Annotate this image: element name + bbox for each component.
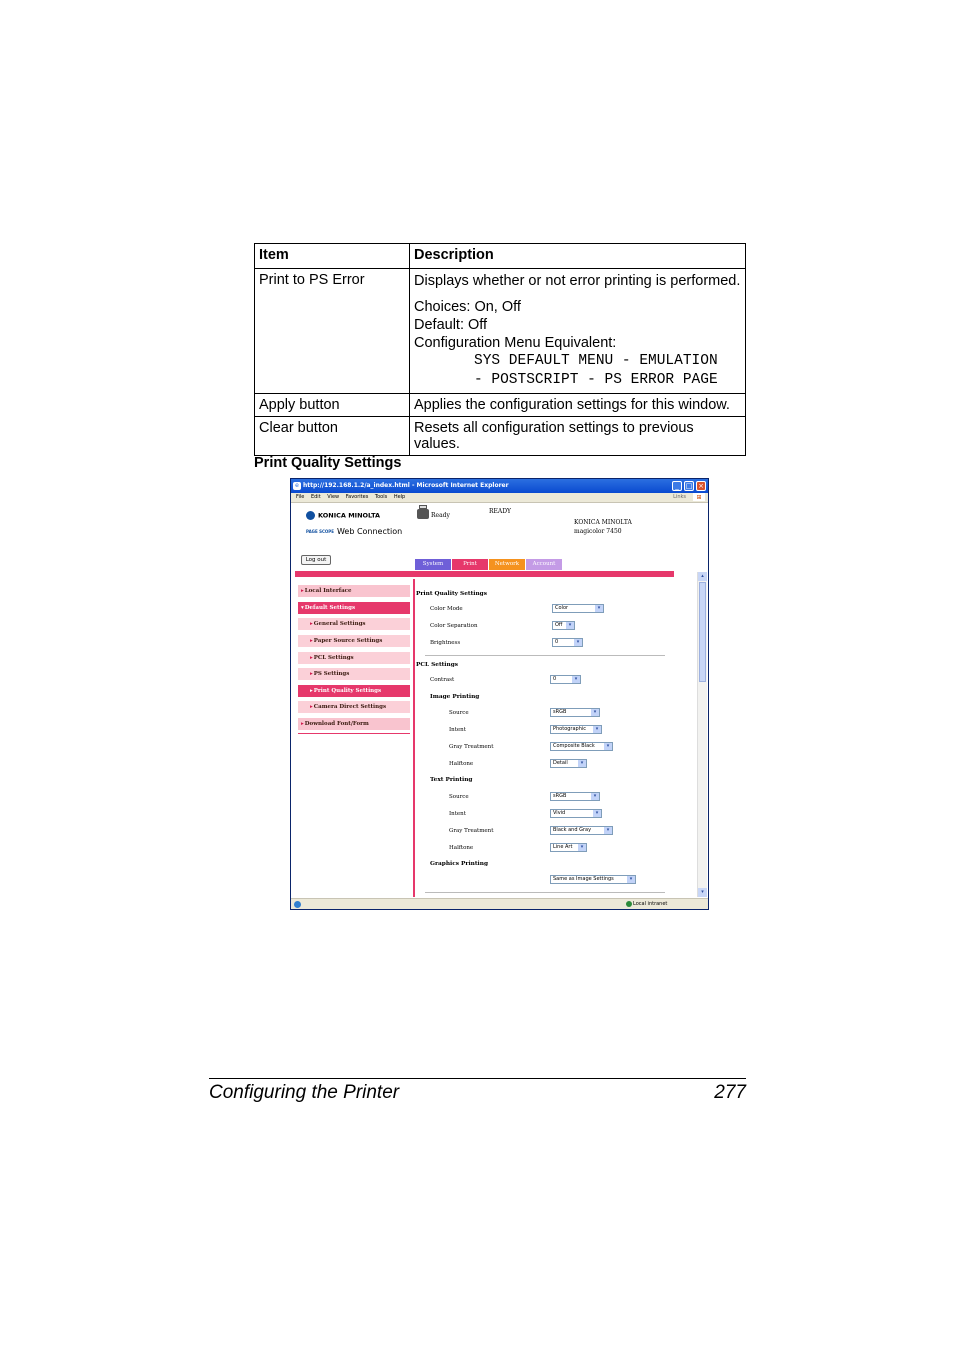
arrow-down-icon: ▾ [301,605,304,611]
pcl-section-title: PCL Settings [416,662,459,668]
chevron-down-icon: ▾ [574,639,582,646]
text-source-label: Source [449,794,469,800]
arrow-right-icon: ▸ [301,588,304,594]
image-halftone-label: Halftone [449,761,474,767]
web-connection-logo: PAGE SCOPE Web Connection [306,527,403,536]
scroll-down-icon[interactable]: ▾ [698,888,707,897]
browser-screenshot [290,478,709,910]
footer-rule [209,1078,746,1079]
image-source-select[interactable]: sRGB ▾ [550,708,600,717]
device-info [574,518,632,536]
text-halftone-select[interactable]: Line Art ▾ [550,843,587,852]
settings-table [254,243,746,456]
chevron-down-icon: ▾ [604,743,612,750]
row-item: Clear button [255,417,410,456]
text-gray-treatment-select[interactable]: Black and Gray ▾ [550,826,613,835]
table-row [255,269,746,394]
header-item: Item [255,244,410,269]
table-row [255,394,746,417]
text-source-select[interactable]: sRGB ▾ [550,792,600,801]
chevron-down-icon: ▾ [572,676,580,683]
desc-config-label: Configuration Menu Equivalent: [414,335,617,351]
header-description: Description [410,244,746,269]
device-model: magicolor 7450 [574,528,622,535]
browser-menubar [291,493,708,503]
image-source-label: Source [449,710,469,716]
konica-minolta-logo: KONICA MINOLTA [306,511,380,520]
minimize-icon[interactable]: _ [672,481,682,491]
chevron-down-icon: ▾ [591,709,599,716]
menu-edit[interactable]: Edit [310,494,321,500]
status-ready-caps: READY [489,508,512,515]
nav-print-quality-settings[interactable]: ▸Print Quality Settings [298,685,410,697]
menu-favorites[interactable]: Favorites [345,494,369,500]
color-mode-select[interactable]: Color ▾ [552,604,604,613]
graphics-settings-select[interactable]: Same as Image Settings ▾ [550,875,636,884]
arrow-right-icon: ▸ [310,704,313,710]
nav-general-settings[interactable]: ▸General Settings [298,618,410,630]
menu-view[interactable]: View [327,494,340,500]
nav-local-interface[interactable]: ▸Local Interface [298,585,410,597]
scroll-thumb[interactable] [699,582,706,682]
browser-statusbar [291,898,708,910]
contrast-label: Contrast [430,677,455,683]
chevron-down-icon: ▾ [578,760,586,767]
text-gray-treatment-label: Gray Treatment [449,828,494,834]
tab-account[interactable]: Account [526,559,562,570]
tab-underline-bar [295,571,674,577]
section-divider [425,655,665,656]
tab-network[interactable]: Network [489,559,525,570]
row-description: Applies the configuration settings for this window. [410,394,746,417]
pq-section-title: Print Quality Settings [416,591,487,597]
chevron-down-icon: ▾ [604,827,612,834]
printer-icon [417,509,429,519]
menu-tools[interactable]: Tools [374,494,388,500]
browser-title: http://192.168.1.2/a_index.html - Microsoft Internet Explorer [303,482,509,489]
windows-logo-icon: ⊞ [693,493,705,501]
arrow-right-icon: ▸ [310,671,313,677]
image-intent-label: Intent [449,727,466,733]
image-intent-select[interactable]: Photographic ▾ [550,725,602,734]
desc-config-line2: - POSTSCRIPT - PS ERROR PAGE [474,372,718,388]
section-divider [425,892,665,893]
nav-pcl-settings[interactable]: ▸PCL Settings [298,652,410,664]
image-gray-treatment-label: Gray Treatment [449,744,494,750]
graphics-printing-title: Graphics Printing [430,861,489,867]
image-printing-title: Image Printing [430,694,480,700]
desc-choices: Choices: On, Off [414,299,521,315]
image-gray-treatment-select[interactable]: Composite Black ▾ [550,742,613,751]
nav-paper-source-settings[interactable]: ▸Paper Source Settings [298,635,410,647]
links-label[interactable]: Links [673,494,686,500]
vertical-scrollbar[interactable] [697,572,707,897]
logout-button[interactable]: Log out [301,555,331,565]
text-printing-title: Text Printing [430,777,473,783]
row-item: Apply button [255,394,410,417]
intranet-zone-icon [626,901,632,907]
ie-icon: e [293,482,301,490]
logo-globe-icon [306,511,315,520]
desc-default: Default: Off [414,317,488,333]
image-halftone-select[interactable]: Detail ▾ [550,759,587,768]
chevron-down-icon: ▾ [578,844,586,851]
scroll-up-icon[interactable]: ▴ [698,572,707,581]
text-intent-select[interactable]: Vivid ▾ [550,809,602,818]
browser-titlebar [291,479,708,493]
footer-chapter-title: Configuring the Printer [209,1082,400,1103]
row-description: Resets all configuration settings to previous values. [410,417,746,456]
nav-divider [413,579,415,897]
chevron-down-icon: ▾ [591,793,599,800]
status-ready: Ready [431,512,450,519]
text-intent-label: Intent [449,811,466,817]
desc-config-line1: SYS DEFAULT MENU - EMULATION [474,353,718,369]
row-description [410,269,746,394]
menu-file[interactable]: File [296,494,305,500]
arrow-right-icon: ▸ [310,655,313,661]
chevron-down-icon: ▾ [595,605,603,612]
device-manufacturer: KONICA MINOLTA [574,519,632,526]
arrow-right-icon: ▸ [310,688,313,694]
section-heading: Print Quality Settings [254,455,402,471]
arrow-right-icon: ▸ [310,638,313,644]
maximize-icon[interactable]: □ [685,482,693,490]
chevron-down-icon: ▾ [566,622,574,629]
arrow-right-icon: ▸ [310,621,313,627]
security-zone-label: Local intranet [633,901,668,907]
brightness-label: Brightness [430,640,461,646]
pagescope-logo: PAGE SCOPE [306,528,334,534]
color-mode-label: Color Mode [430,606,463,612]
contrast-select[interactable]: 0 ▾ [550,675,581,684]
nav-camera-direct-settings[interactable]: ▸Camera Direct Settings [298,701,410,713]
chevron-down-icon: ▾ [593,810,601,817]
chevron-down-icon: ▾ [627,876,635,883]
page-number: 277 [714,1082,746,1103]
nav-bottom-rule [298,733,410,734]
nav-download-font-form[interactable]: ▸Download Font/Form [298,718,410,730]
color-separation-label: Color Separation [430,623,478,629]
nav-default-settings[interactable]: ▾Default Settings [298,602,410,614]
close-icon[interactable]: × [696,481,706,491]
desc-main: Displays whether or not error printing is performed. [414,273,741,289]
chevron-down-icon: ▾ [593,726,601,733]
arrow-right-icon: ▸ [301,721,304,727]
row-item: Print to PS Error [255,269,410,394]
menu-help[interactable]: Help [393,494,406,500]
tab-system[interactable]: System [415,559,451,570]
tab-print[interactable]: Print [452,559,488,570]
page-status-icon [294,901,301,908]
brightness-select[interactable]: 0 ▾ [552,638,583,647]
text-halftone-label: Halftone [449,845,474,851]
nav-ps-settings[interactable]: ▸PS Settings [298,668,410,680]
color-separation-select[interactable]: Off ▾ [552,621,575,630]
table-row [255,417,746,456]
table-header-row [255,244,746,269]
